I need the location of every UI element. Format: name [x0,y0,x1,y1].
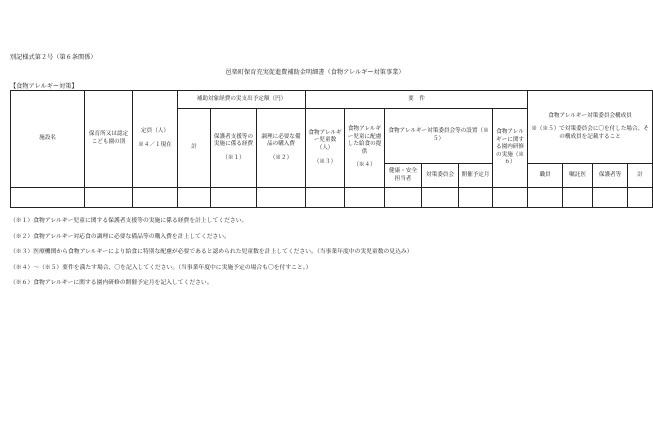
cell-committee-health[interactable] [385,188,422,208]
expense-equipment-label: 調理に必要な備品の購入費 [261,133,301,148]
req-meals-label: 食物アレルギー児童に配慮した給食の提供 [347,126,382,155]
cell-req-meals[interactable] [345,188,385,208]
header-facility-type: 保育所又は認定こども園の別 [85,91,133,188]
cell-comp-guardian[interactable] [593,188,628,208]
cell-expense-total[interactable] [178,188,211,208]
cell-facility-type[interactable] [85,188,133,208]
header-capacity [133,91,178,188]
header-requirements: 要 件 [306,91,528,109]
cell-comp-total[interactable] [628,188,653,208]
cell-committee-date[interactable] [459,188,493,208]
footnote-4-5: （※４）～（※５）要件を満たす場合、〇を記入してください。（当事業年度中に実施予定の場合も〇を付すこと。） [10,264,312,271]
subsidy-detail-table [10,90,653,208]
req-children-note: （※３） [313,158,337,165]
header-expenses: 補助対象経費の実支出予定額（円） [178,91,306,109]
expense-staff-label: 保護者支援等の実施に係る経費 [213,133,254,148]
document-title: 邑楽町保育充実促進費補助金明細書（食物アレルギー対策事業） [225,69,405,76]
footnote-1: （※１）食物アレルギー児童に関する保護者支援等の実施に係る経費を計上してください。 [10,218,248,224]
footnotes [10,215,413,293]
cell-facility-name[interactable] [11,188,85,208]
form-number-label: 別記様式第２号（第６条関係） [10,54,97,61]
capacity-note: ※４／１現在 [138,142,172,148]
cell-req-training[interactable] [493,188,528,208]
header-req-children [306,109,345,188]
composition-description: ※（※５）で対策委員会に〇を付した場合、その構成員を記載すること [531,126,649,140]
header-expense-staff [211,109,257,188]
footnote-3: （※３）医療機関から食物アレルギーにより給食に特別な配慮が必要であると認められた児童数を計上してください。（当事業年度中の実児童数の見込み） [10,249,413,255]
expense-staff-note: （※１） [222,154,245,161]
cell-comp-staff[interactable] [528,188,563,208]
expense-equipment-note: （※２） [269,154,293,161]
header-comp-doctor: 嘱託医 [563,164,593,188]
cell-comp-doctor[interactable] [563,188,593,208]
footnote-2: （※２）食物アレルギー対応食の調理に必要な備品等の購入費を計上してください。 [10,233,230,240]
header-req-training: 食物アレルギーに関する園内研修の実施（※６） [493,109,528,188]
capacity-label: 定員（人） [141,128,169,135]
cell-committee-member[interactable] [422,188,459,208]
cell-expense-staff[interactable] [211,188,257,208]
section-label: 【食物アレルギー対策】 [10,83,78,90]
cell-expense-equipment[interactable] [257,188,306,208]
req-children-label: 食物アレルギー児童数（人） [308,129,342,151]
req-meals-note: （※４） [353,162,376,169]
composition-title: 食物アレルギー対策委員会構成員 [548,112,632,119]
header-comp-total: 計 [628,164,653,188]
cell-capacity[interactable] [133,188,178,208]
header-facility-name: 施設名 [11,91,85,188]
header-committee-health: 健康・安全担当者 [385,164,422,188]
footnote-6: （※６）食物アレルギーに関する園内研修の開催予定月を記入してください。 [10,280,213,286]
header-expense-total: 計 [178,109,211,188]
header-req-meals [345,109,385,188]
header-expense-equipment [257,109,306,188]
header-committee-composition [528,91,653,164]
header-committee-date: 開催予定月 [459,164,493,188]
cell-req-children[interactable] [306,188,345,208]
table-row [11,188,653,208]
header-committee-member: 対策委員会 [422,164,459,188]
header-req-committee: 食物アレルギー対策委員会等の設置（※５） [385,109,493,164]
header-comp-guardian: 保護者等 [593,164,628,188]
header-comp-staff: 職員 [528,164,563,188]
